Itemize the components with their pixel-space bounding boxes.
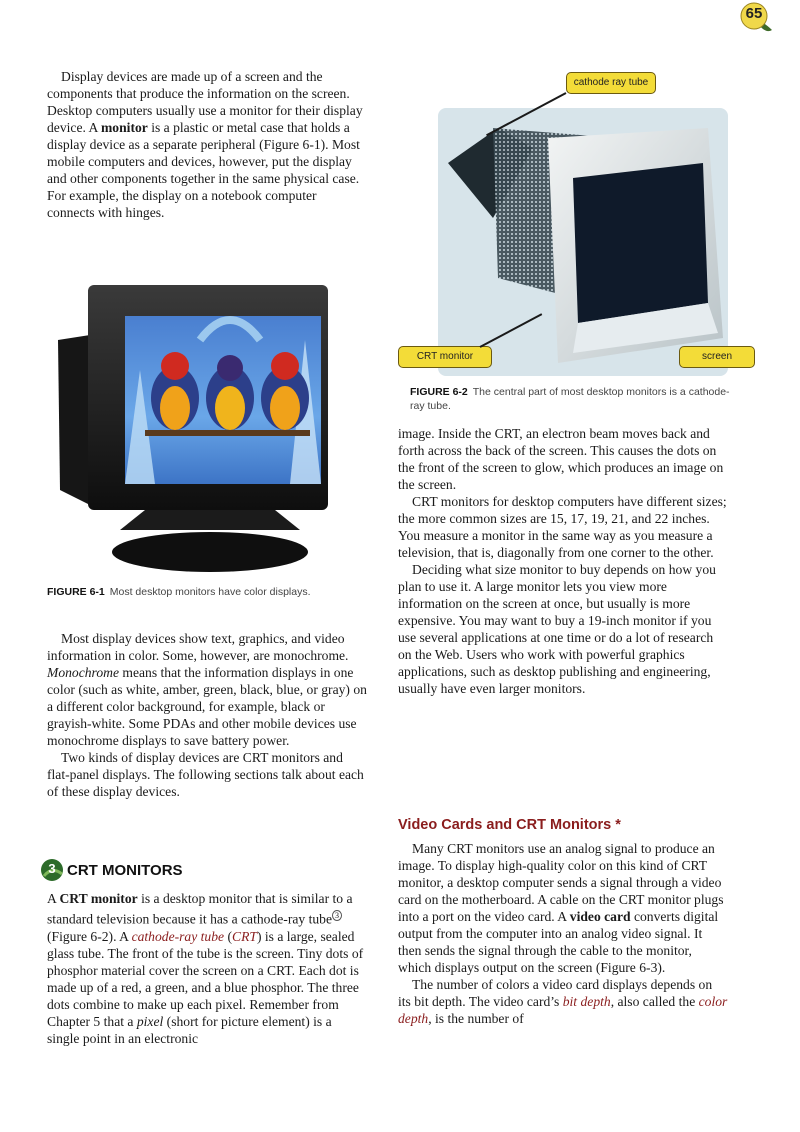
- monochrome-paragraph: Most display devices show text, graphics, and video information in color. Some, however, are monochrome. Monochrome means that the information displays in one color (such as white, amber, green, black, blue, or gray) on a different color background, for example, black or grayish-white. Some PDAs and other mobile devices use monochrome displays to save battery power.: [47, 631, 367, 748]
- callout-cathode-ray-tube: cathode ray tube: [566, 72, 656, 94]
- left-body-paragraphs: [47, 630, 367, 800]
- section-heading-crt-monitors: 3 CRT MONITORS: [40, 858, 183, 882]
- video-card-paragraph: Many CRT monitors use an analog signal to produce an image. To display high-quality color on this kind of CRT monitor, a desktop computer sends a signal through a video card on the motherboard. A cable on the CRT monitor plugs into a port on the video card. A video card converts digital output from the computer into an analog video signal. It then sends the signal through the cable to the monitor, which displays output on the screen (Figure 6-3).: [398, 841, 724, 975]
- figure-6-2-caption: FIGURE 6-2 The central part of most desktop monitors is a cathode-ray tube.: [410, 386, 730, 412]
- section-number-icon: 3: [40, 858, 64, 882]
- figure-6-1-image: [50, 280, 350, 575]
- monitor-sizes-paragraph: CRT monitors for desktop computers have different sizes; the more common sizes are 15, 17, 19, 21, and 22 inches. You measure a monitor in the same way as you measure a television, that is, diagonally from one corner to the other.: [398, 494, 727, 560]
- electron-beam-paragraph: image. Inside the CRT, an electron beam moves back and forth across the back of the screen. This causes the dots on the front of the screen to glow, which produces an image on the screen.: [398, 426, 724, 492]
- bit-depth-paragraph: The number of colors a video card displays depends on its bit depth. The video card’s bit depth, also called the color depth, is the number of: [398, 977, 728, 1026]
- figure-6-2-image: [438, 108, 728, 376]
- choosing-size-paragraph: Deciding what size monitor to buy depends on how you plan to use it. A large monitor lets you view more information on the screen at once, but usually is more expensive. You may want to buy a 19-inch monitor if you use several applications at one time or do a lot of research on the Web. Users who work with powerful graphics applications, such as desktop publishing and engineering, usually have even larger monitors.: [398, 562, 716, 696]
- callout-screen: screen: [679, 346, 755, 368]
- display-kinds-paragraph: Two kinds of display devices are CRT monitors and flat-panel displays. The following sections talk about each of these display devices.: [47, 750, 364, 799]
- video-card-paragraphs: [398, 840, 728, 1027]
- callout-crt-monitor: CRT monitor: [398, 346, 492, 368]
- intro-paragraph: Display devices are made up of a screen and the components that produce the information on the screen. Desktop computers usually use a monitor for their display device. A monitor is a plastic or metal case that holds a display device as a separate peripheral (Figure 6-1). Most mobile computers and devices, however, put the display and other components together in the same physical case. For example, the display on a notebook computer connects with hinges.: [47, 69, 363, 220]
- figure-6-1-caption: FIGURE 6-1 Most desktop monitors have color displays.: [47, 586, 311, 598]
- page-number-badge: [732, 0, 776, 34]
- page-number: 65: [745, 5, 763, 22]
- subheading-video-cards: Video Cards and CRT Monitors *: [398, 817, 621, 833]
- crt-definition-paragraph: A CRT monitor is a desktop monitor that is similar to a standard television because it has a cathode-ray tube $^3$ (Figure 6-2). A cathode-ray tube (CRT) is a large, sealed glass tube. The front of the tube is the screen. Tiny dots of phosphor material cover the screen on a CRT. Each dot is made up of a red, a green, and a blue phosphor. The three dots combine to make up each pixel. Remember from Chapter 5 that a pixel (short for picture element) is a single point in an electronic: [47, 891, 364, 1046]
- right-body-paragraphs: [398, 425, 728, 697]
